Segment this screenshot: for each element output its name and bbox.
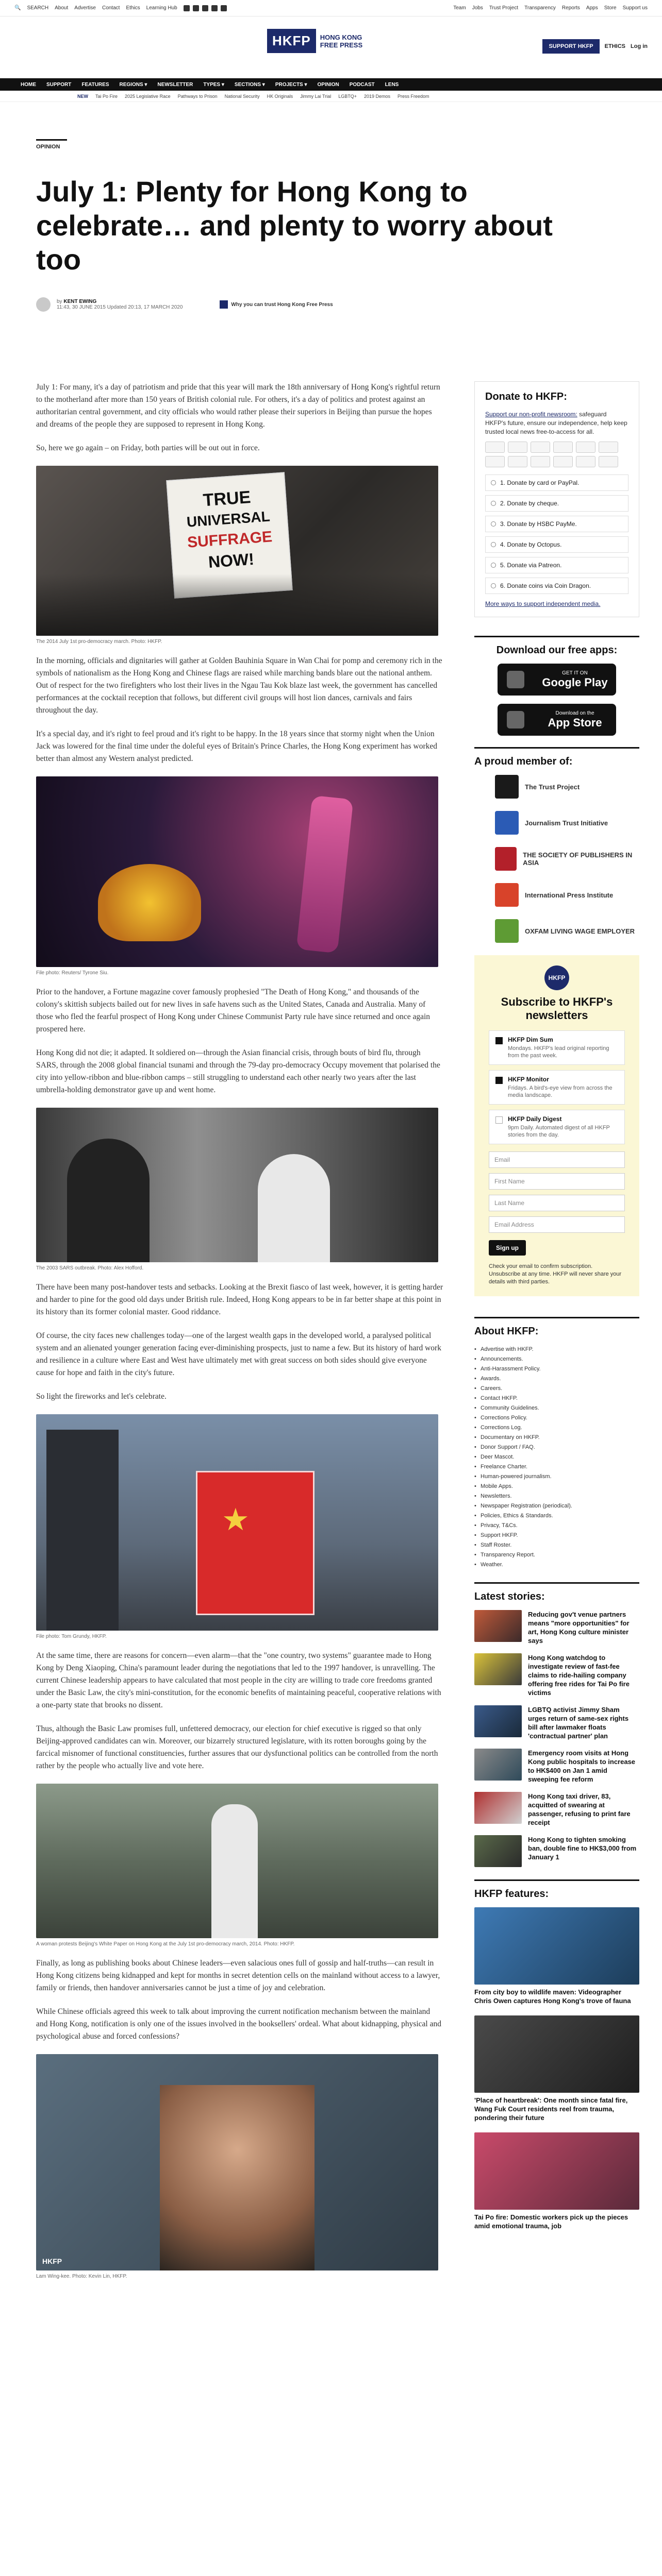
last-name-field[interactable]: Last Name: [489, 1195, 625, 1211]
story-thumbnail: [474, 1653, 522, 1685]
story-thumbnail: [474, 1835, 522, 1867]
octopus-icon: [508, 456, 527, 467]
latest-story[interactable]: Emergency room visits at Hong Kong public hospitals to increase to HK$400 on Jan 1 amid sweeping fee reform: [474, 1749, 639, 1784]
checkbox-icon: [495, 1116, 503, 1124]
paragraph: Prior to the handover, a Fortune magazine cover famously prophesied "The Death of Hong Kong," and thousands of the colony's skittish subjects bailed out for new lives in safe havens such as the United States, Canada and Australia. Many of those who fled the fearful prospect of Hong Kong under Chinese Communist Party rule have since returned and once again prospered here.: [36, 988, 431, 1033]
nav-sections[interactable]: SECTIONS ▾: [234, 81, 265, 88]
feature-story[interactable]: Tai Po fire: Domestic workers pick up the pieces amid emotional trauma, job: [474, 2132, 639, 2230]
paragraph: Finally, as long as publishing books about Chinese leaders—even salacious ones full of gossip and half-truths—can result in Hong Kong citizens being kidnapped and kept for months in secret detention cells on the mainland without access to a lawyer, family or friends, then handover anniversaries cannot be just a time of joy and celebration.: [36, 1959, 440, 1992]
nav-podcast[interactable]: PODCAST: [349, 81, 375, 88]
trending-item[interactable]: Press Freedom: [398, 93, 429, 99]
apps-widget: [474, 636, 639, 736]
linkedin-icon[interactable]: [221, 5, 227, 11]
radio-icon: [491, 521, 496, 527]
topbar-right-store[interactable]: Store: [604, 5, 617, 11]
trending-item[interactable]: 2019 Demos: [363, 93, 390, 99]
photo-white-paper-march: [36, 1784, 438, 1938]
about-link[interactable]: • Support HKFP.: [474, 1531, 639, 1540]
caption: The 2014 July 1st pro-democracy march. Photo: HKFP.: [36, 639, 162, 645]
radio-icon: [491, 583, 496, 588]
about-widget: [474, 1317, 639, 1570]
about-link[interactable]: • Documentary on HKFP.: [474, 1433, 639, 1443]
bank-icon: [599, 456, 618, 467]
about-list: [474, 1345, 639, 1570]
member-logo[interactable]: THE SOCIETY OF PUBLISHERS IN ASIA: [495, 847, 639, 871]
author-name[interactable]: KENT EWING: [63, 299, 97, 304]
caption: Lam Wing-kee. Photo: Kevin Lin, HKFP.: [36, 2274, 127, 2279]
member-logo[interactable]: International Press Institute: [495, 883, 639, 907]
byline: [36, 297, 629, 312]
support-hkfp-button[interactable]: SUPPORT HKFP: [542, 39, 599, 54]
about-link[interactable]: • Announcements.: [474, 1354, 639, 1364]
about-link[interactable]: • Weather.: [474, 1560, 639, 1570]
ethics-link[interactable]: ETHICS: [604, 43, 625, 49]
about-link[interactable]: • Staff Roster.: [474, 1540, 639, 1550]
member-logo[interactable]: OXFAM LIVING WAGE EMPLOYER: [495, 919, 639, 943]
checkbox-checked-icon: [495, 1037, 503, 1044]
latest-story[interactable]: Reducing gov't venue partners means "more opportunities" for art, Hong Kong culture minister says: [474, 1610, 639, 1645]
member-widget: [474, 747, 639, 943]
latest-story[interactable]: Hong Kong to tighten smoking ban, double fine to HK$3,000 from January 1: [474, 1835, 639, 1867]
about-link[interactable]: • Corrections Log.: [474, 1423, 639, 1433]
trending-item[interactable]: 2025 Legislative Race: [125, 93, 171, 99]
paypal-icon: [599, 442, 618, 453]
site-logo[interactable]: [267, 29, 362, 53]
photo-lam-wing-kee: [36, 2054, 438, 2270]
about-link[interactable]: • Newsletters.: [474, 1492, 639, 1501]
paragraph: In the morning, officials and dignitaries will gather at Golden Bauhinia Square in Wan Chai for pomp and ceremony rich in the symbols of nationalism as the Hong Kong and Chinese flags are raised while marching bands blare out the national anthem. Out of respect for the two firefighters who lost their lives in the Ngau Tau Kok blaze last week, the government has cancelled performances at the cocktail reception that follows, but different civil groups will host lion dances, carnivals and fairs throughout the day.: [36, 656, 442, 715]
signup-button[interactable]: Sign up: [489, 1240, 526, 1256]
main-nav: [0, 78, 662, 91]
facebook-icon[interactable]: [184, 5, 190, 11]
about-link[interactable]: • Human-powered journalism.: [474, 1472, 639, 1482]
trust-icon: [220, 300, 228, 309]
email-address-field[interactable]: Email Address: [489, 1216, 625, 1233]
topbar-right-support[interactable]: Support us: [622, 5, 648, 11]
nav-support[interactable]: SUPPORT: [46, 81, 72, 88]
visa-icon: [485, 442, 505, 453]
feature-image: [474, 2132, 639, 2210]
paragraph: Of course, the city faces new challenges today—one of the largest wealth gaps in the developed world, a paralysed political system and an alienated younger generation facing ever-diminishing prospects, just to name a few. But its history of hard work and resilience in a culture where East and West have ultimately met with great success on both sides should give everyone cause for hope and faith in the city's future.: [36, 1331, 441, 1377]
trending-item[interactable]: LGBTQ+: [338, 93, 357, 99]
photo-lion-dance: [36, 776, 438, 967]
feature-story[interactable]: 'Place of heartbreak': One month since fatal fire, Wang Fuk Court residents reel from trauma, pondering their future: [474, 2015, 639, 2122]
member-logo[interactable]: The Trust Project: [495, 775, 639, 799]
topbar-link-contact[interactable]: Contact: [102, 5, 120, 11]
newsletter-option[interactable]: HKFP Monitor Fridays. A bird's-eye view from across the media landscape.: [489, 1070, 625, 1105]
paragraph: So light the fireworks and let's celebrate.: [36, 1392, 167, 1401]
newsletter-option[interactable]: HKFP Dim Sum Mondays. HKFP's lead original reporting from the past week.: [489, 1030, 625, 1065]
logo-mark: HKFP: [267, 29, 316, 53]
about-link[interactable]: • Advertise with HKFP.: [474, 1345, 639, 1354]
features-title: HKFP features:: [474, 1888, 549, 1900]
article-title: July 1: Plenty for Hong Kong to celebrate… and plenty to worry about too: [36, 175, 553, 276]
donate-option[interactable]: 2. Donate by cheque.: [485, 495, 628, 512]
about-link[interactable]: • Newspaper Registration (periodical).: [474, 1501, 639, 1511]
topbar-right-team[interactable]: Team: [453, 5, 466, 11]
feature-image: [474, 1907, 639, 1985]
photo-sars: [36, 1108, 438, 1262]
photo-protest-banner: [36, 466, 438, 636]
email-field[interactable]: Email: [489, 1151, 625, 1168]
trending-bar: [0, 91, 662, 102]
trending-item[interactable]: National Security: [224, 93, 260, 99]
donate-intro-link[interactable]: Support our non-profit newsroom:: [485, 411, 577, 418]
nav-lens[interactable]: LENS: [385, 81, 399, 88]
latest-story[interactable]: LGBTQ activist Jimmy Sham urges return of same-sex rights bill after lawmaker floats 'contractual partner' plan: [474, 1705, 639, 1740]
logo-line-2: FREE PRESS: [320, 41, 363, 49]
about-link[interactable]: • Transparency Report.: [474, 1550, 639, 1560]
topbar-right-reports[interactable]: Reports: [561, 5, 580, 11]
radio-icon: [491, 542, 496, 547]
member-title: A proud member of:: [474, 756, 573, 767]
oxfam-icon: [495, 919, 519, 943]
paragraph: Hong Kong did not die; it adapted. It soldiered on—through the Asian financial crisis, through bouts of bird flu, through SARS, through the 2008 global financial tsunami and through the 79-day pro-democracy Occupy movement that polarised the city into yellow-ribbon and blue-ribbon camps – still struggling to understand each other nearly two years after the last umbrella-holding demonstrator gave up and went home.: [36, 1048, 440, 1094]
about-title: About HKFP:: [474, 1326, 539, 1337]
donate-option[interactable]: 1. Donate by card or PayPal.: [485, 474, 628, 491]
mastercard-icon: [508, 442, 527, 453]
about-link[interactable]: • Donor Support / FAQ.: [474, 1443, 639, 1452]
figure: [36, 1108, 443, 1271]
latest-widget: [474, 1582, 639, 1867]
donate-option[interactable]: 5. Donate via Patreon.: [485, 557, 628, 573]
about-link[interactable]: • Corrections Policy.: [474, 1413, 639, 1423]
about-link[interactable]: • Anti-Harassment Policy.: [474, 1364, 639, 1374]
story-thumbnail: [474, 1792, 522, 1824]
app-store-button[interactable]: Download on the App Store: [498, 704, 616, 736]
topbar-right-jobs[interactable]: Jobs: [472, 5, 483, 11]
top-utility-bar: [0, 0, 662, 16]
about-link[interactable]: • Policies, Ethics & Standards.: [474, 1511, 639, 1521]
nav-newsletter[interactable]: NEWSLETTER: [157, 81, 193, 88]
feature-story[interactable]: From city boy to wildlife maven: Videographer Chris Owen captures Hong Kong's trove of fauna: [474, 1907, 639, 2005]
banner-line: UNIVERSAL: [186, 508, 271, 530]
nav-home[interactable]: HOME: [21, 81, 36, 88]
about-link[interactable]: • Mobile Apps.: [474, 1482, 639, 1492]
about-link[interactable]: • Community Guidelines.: [474, 1403, 639, 1413]
donate-option[interactable]: 4. Donate by Octopus.: [485, 536, 628, 553]
nav-types[interactable]: TYPES ▾: [203, 81, 224, 88]
youtube-icon[interactable]: [211, 5, 218, 11]
paragraph: At the same time, there are reasons for concern—even alarm—that the "one country, two systems" guarantee made to Hong Kong by Deng Xiaoping, China's paramount leader during the negotiations that led to the 1997 handover, is unravelling. The current Chinese leadership appears to have calculated that most people in the city are willing to trade core freedoms granted under the Basic Law, the city's mini-constitution, for the economic benefits of maintaining peaceful, cooperative relations with a one-party state that brooks no dissent.: [36, 1651, 441, 1709]
article-body: [36, 381, 443, 2290]
topbar-link-ethics[interactable]: Ethics: [126, 5, 140, 11]
caption: A woman protests Beijing's White Paper on Hong Kong at the July 1st pro-democracy march, 2014. Photo: HKFP.: [36, 1941, 295, 1947]
trending-item[interactable]: HK Originals: [267, 93, 293, 99]
topbar-link-advertise[interactable]: Advertise: [74, 5, 96, 11]
photo-watermark: HKFP: [42, 2257, 62, 2265]
feature-image: [474, 2015, 639, 2093]
article-dates: 11:43, 30 JUNE 2015 Updated 20:13, 17 MARCH 2020: [57, 304, 183, 310]
checkbox-checked-icon: [495, 1077, 503, 1084]
logo-line-1: HONG KONG: [320, 33, 362, 41]
about-link[interactable]: • Awards.: [474, 1374, 639, 1384]
radio-icon: [491, 563, 496, 568]
newsletter-note: Check your email to confirm subscription. Unsubscribe at any time. HKFP will never share your details with third parties.: [489, 1263, 622, 1285]
trending-item[interactable]: Jimmy Lai Trial: [300, 93, 332, 99]
banner-line: TRUE: [202, 487, 252, 511]
paragraph: There have been many post-handover tests and setbacks. Looking at the Brexit fiasco of last week, however, it is getting harder and harder to pine for the good old days under British rule. Indeed, Hong Kong appears to be in far better shape at this point in its history than its former colonial master. Good riddance.: [36, 1283, 443, 1316]
paragraph: It's a special day, and it's right to feel proud and it's right to be happy. In the 18 years since that stormy night when the Union Jack was lowered for the final time under the doleful eyes of Britain's Prince Charles, the Hong Kong experiment has worked better than almost any Western analyst predicted.: [36, 730, 437, 763]
trust-link[interactable]: [220, 300, 333, 309]
payme-icon: [485, 456, 505, 467]
about-link[interactable]: • Careers.: [474, 1384, 639, 1394]
features-widget: [474, 1879, 639, 2230]
nav-regions[interactable]: REGIONS ▾: [119, 81, 147, 88]
newsletter-badge: HKFP: [544, 965, 569, 990]
caption: File photo: Tom Grundy, HKFP.: [36, 1634, 107, 1639]
banner-line: NOW!: [207, 549, 255, 571]
trending-item[interactable]: Pathways to Prison: [177, 93, 218, 99]
payment-cards: [485, 442, 628, 467]
patreon-icon: [531, 456, 550, 467]
jti-icon: [495, 811, 519, 835]
newsletter-option[interactable]: HKFP Daily Digest 9pm Daily. Automated digest of all HKFP stories from the day.: [489, 1110, 625, 1144]
donate-text: safeguard HKFP's future, ensure our independence, help keep trusted local news free-to-access for all.: [485, 411, 627, 435]
newsletter-widget: [474, 955, 639, 1296]
jcb-icon: [553, 442, 573, 453]
latest-title: Latest stories:: [474, 1591, 545, 1602]
about-link[interactable]: • Contact HKFP.: [474, 1394, 639, 1403]
amex-icon: [531, 442, 550, 453]
topbar-right-trust[interactable]: Trust Project: [489, 5, 519, 11]
google-play-button[interactable]: GET IT ON Google Play: [498, 664, 616, 696]
paragraph: Thus, although the Basic Law promises full, unfettered democracy, our election for chief executive is rigged so that only Beijing-approved candidates can win. Moreover, our bizarrely structured legislature, with its rotten boroughs going by the farcical misnomer of functional constituencies, further assures that our dysfunctional politics can be controlled from the north rather by the people who actually live and vote here.: [36, 1724, 438, 1770]
nav-features[interactable]: FEATURES: [81, 81, 109, 88]
new-badge: NEW: [77, 93, 88, 99]
donate-title: Donate to HKFP:: [485, 391, 567, 402]
radio-icon: [491, 501, 496, 506]
about-link[interactable]: • Deer Mascot.: [474, 1452, 639, 1462]
nav-projects[interactable]: PROJECTS ▾: [275, 81, 307, 88]
author-avatar: [36, 297, 51, 312]
latest-story[interactable]: Hong Kong watchdog to investigate review of fast-fee claims to ride-hailing company offering free rides for Tai Po fire victims: [474, 1653, 639, 1697]
apps-title: Download our free apps:: [496, 645, 618, 656]
paragraph: While Chinese officials agreed this week to talk about improving the current notification mechanism between the mainland and Hong Kong, notification is only one of the issues involved in the booksellers' ordeal. What about kidnapping, physical and psychological abuse and forced confessions?: [36, 2007, 441, 2041]
topbar-right-transparency[interactable]: Transparency: [524, 5, 556, 11]
donate-widget: [474, 381, 639, 617]
latest-story[interactable]: Hong Kong taxi driver, 83, acquitted of swearing at passenger, refusing to print fare receipt: [474, 1792, 639, 1827]
caption: File photo: Reuters/ Tyrone Siu.: [36, 970, 109, 976]
about-link[interactable]: • Freelance Charter.: [474, 1462, 639, 1472]
topbar-link-learning[interactable]: Learning Hub: [146, 5, 177, 11]
paragraph: So, here we go again – on Friday, both parties will be out out in force.: [36, 444, 260, 452]
instagram-icon[interactable]: [202, 5, 208, 11]
topbar-right-apps[interactable]: Apps: [586, 5, 598, 11]
ipi-icon: [495, 883, 519, 907]
author-prefix: by: [57, 299, 62, 304]
twitter-icon[interactable]: [193, 5, 199, 11]
first-name-field[interactable]: First Name: [489, 1173, 625, 1190]
sopa-icon: [495, 847, 517, 871]
figure: [36, 776, 443, 976]
topbar-link-about[interactable]: About: [55, 5, 69, 11]
donate-option[interactable]: 6. Donate coins via Coin Dragon.: [485, 578, 628, 594]
paragraph: July 1: For many, it's a day of patriotism and pride that this year will mark the 18th anniversary of Hong Kong's rightful return to the motherland after more than 150 years of British colonial rule. For others, it's a day of politics and protest against an authoritarian central government, and city officials who would rather please their superiors in Beijing than pursue the hopes and dreams of the people they are supposed to represent in Hong Kong.: [36, 383, 440, 429]
figure: [36, 1414, 443, 1639]
story-thumbnail: [474, 1705, 522, 1737]
more-ways-link[interactable]: More ways to support independent media.: [485, 600, 601, 607]
sidebar: [474, 381, 639, 2241]
coin-icon: [576, 456, 595, 467]
search-link[interactable]: SEARCH: [27, 5, 49, 11]
story-thumbnail: [474, 1610, 522, 1642]
unionpay-icon: [576, 442, 595, 453]
member-logo[interactable]: Journalism Trust Initiative: [495, 811, 639, 835]
star-icon: ★: [222, 1503, 250, 1537]
apple-icon: [507, 711, 524, 728]
donate-option[interactable]: 3. Donate by HSBC PayMe.: [485, 516, 628, 532]
search-icon[interactable]: 🔍: [14, 5, 21, 11]
figure: [36, 466, 443, 645]
trending-item[interactable]: Tai Po Fire: [95, 93, 118, 99]
google-play-icon: [507, 671, 524, 688]
newsletter-title: Subscribe to HKFP's newsletters: [501, 995, 613, 1022]
nav-opinion[interactable]: OPINION: [317, 81, 339, 88]
trust-label: Why you can trust Hong Kong Free Press: [231, 301, 333, 308]
site-header: [0, 16, 662, 78]
login-link[interactable]: Log in: [631, 43, 648, 49]
photo-flag-structure: [36, 1414, 438, 1631]
figure: [36, 2054, 443, 2279]
caption: The 2003 SARS outbreak. Photo: Alex Hofford.: [36, 1265, 144, 1271]
about-link[interactable]: • Privacy, T&Cs.: [474, 1521, 639, 1531]
social-icons: [184, 5, 227, 11]
radio-icon: [491, 480, 496, 485]
trust-project-icon: [495, 775, 519, 799]
story-thumbnail: [474, 1749, 522, 1781]
article-category[interactable]: OPINION: [36, 139, 67, 150]
cheque-icon: [553, 456, 573, 467]
figure: [36, 1784, 443, 1947]
banner-line: SUFFRAGE: [187, 528, 273, 551]
article: [36, 139, 629, 312]
